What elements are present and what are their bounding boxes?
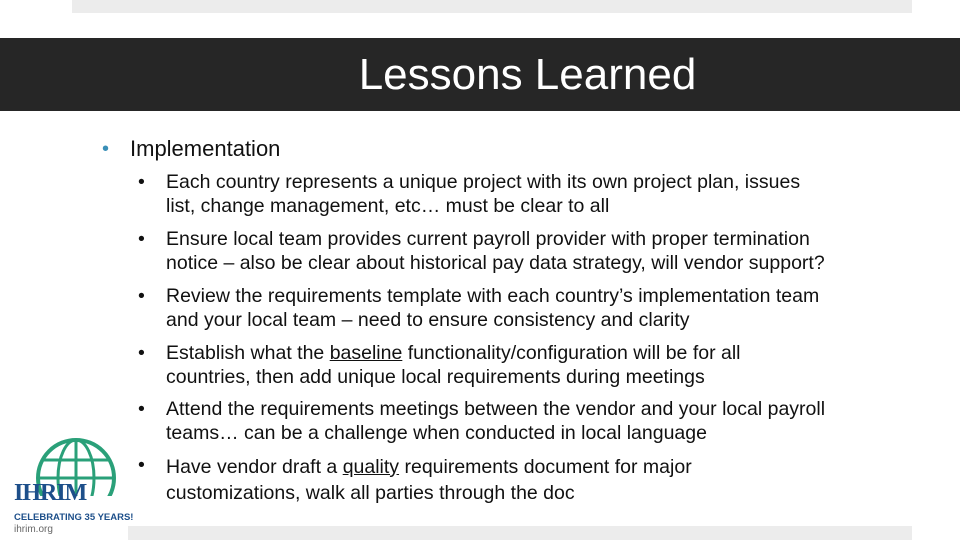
top-decor-strip: [72, 0, 912, 13]
bullet-icon: •: [138, 454, 145, 476]
bullet-icon: •: [138, 342, 145, 364]
bullet-text: Each country represents a unique project with its own project plan, issues list, change management, etc… must be clear to all: [166, 171, 801, 217]
bullet-text: Ensure local team provides current payroll provider with proper termination notice – also be clear about historical pay data strategy, will vendor support?: [166, 228, 825, 274]
logo-wordmark: IHRIM: [14, 480, 87, 506]
logo-url: ihrim.org: [14, 524, 53, 535]
bullet-icon: •: [138, 171, 145, 193]
emphasis-baseline: baseline: [329, 342, 403, 364]
bullet-text: Establish what the baseline functionality/configuration will be for all countries, then add unique local requirements during meetings: [166, 342, 741, 388]
title-bar: [0, 38, 960, 111]
section-heading: Implementation: [130, 136, 281, 161]
bullet-icon: •: [102, 138, 110, 160]
emphasis-quality: quality: [342, 456, 400, 478]
bullet-icon: •: [138, 285, 145, 307]
bottom-decor-strip: [128, 526, 912, 540]
logo-tagline: CELEBRATING 35 YEARS!: [14, 512, 134, 523]
bullet-icon: •: [138, 398, 145, 420]
bullet-text: Attend the requirements meetings between the vendor and your local payroll teams… can be a challenge when conducted in local language: [166, 398, 826, 444]
bullet-text: Have vendor draft a quality requirements document for major customizations, walk all parties through the doc: [166, 456, 692, 504]
slide-title: Lessons Learned: [358, 50, 697, 99]
bullet-icon: •: [138, 228, 145, 250]
bullet-text: Review the requirements template with each country’s implementation team and your local team – need to ensure consistency and clarity: [166, 285, 820, 331]
